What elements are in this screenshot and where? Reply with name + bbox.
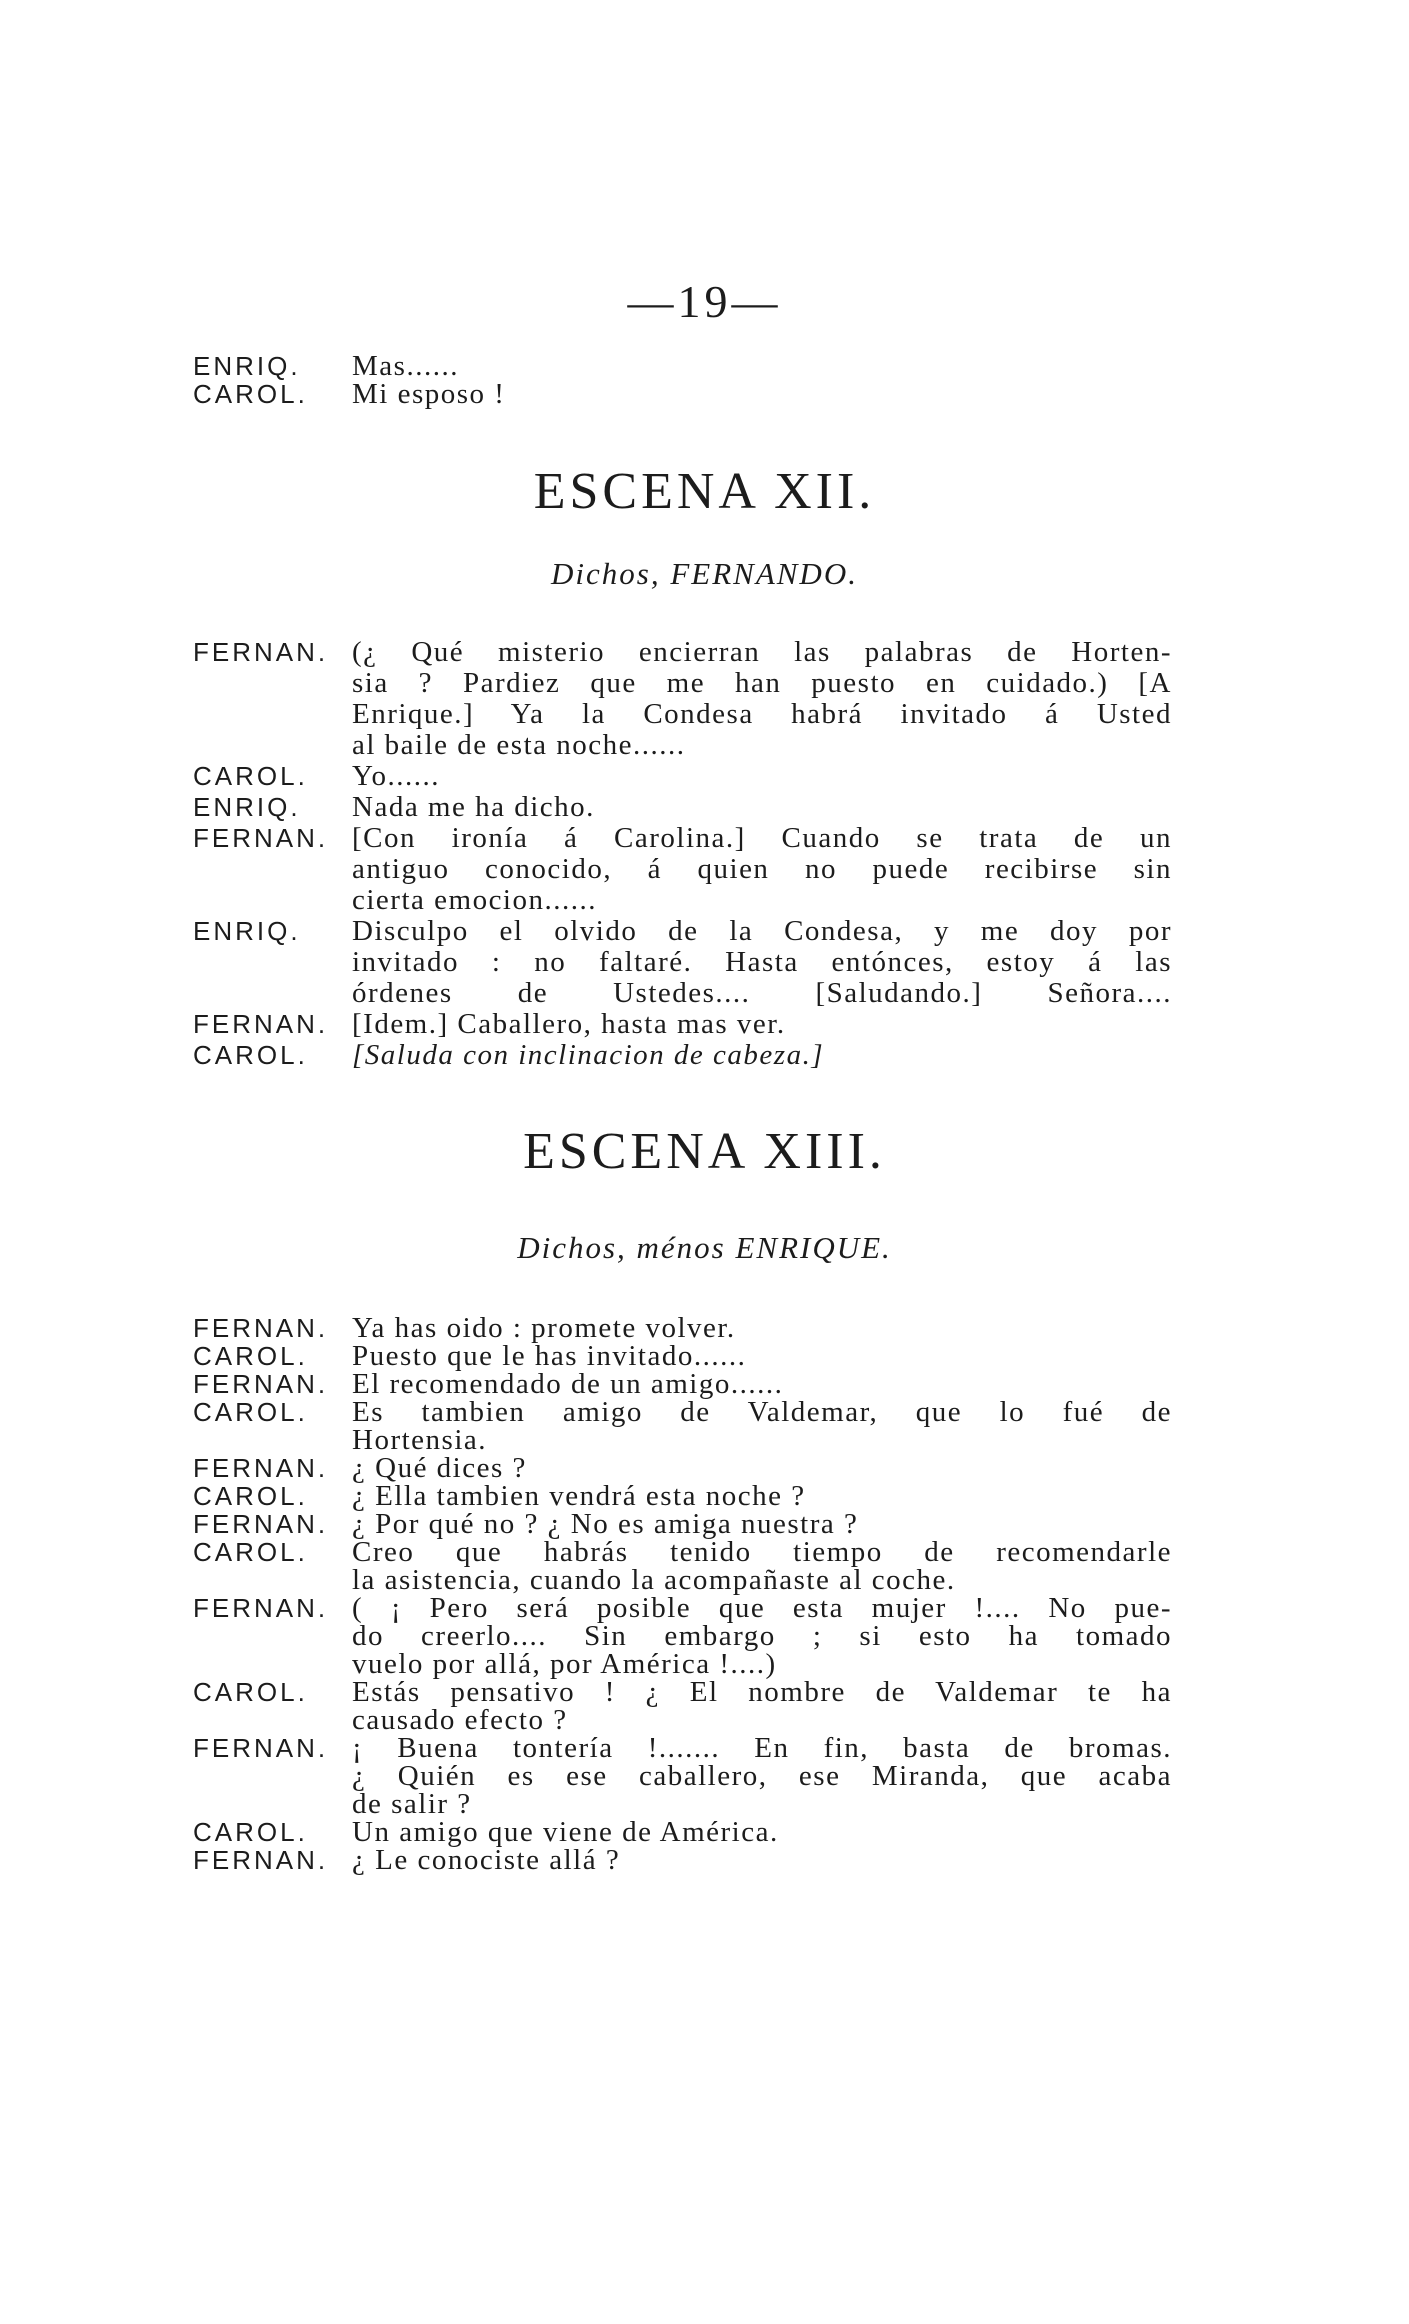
speech-line — [0, 1594, 1409, 1622]
speech-text: Puesto que le has invitado...... — [352, 1340, 747, 1372]
speaker-name: CAROL. — [193, 1397, 308, 1427]
speaker-name: CAROL. — [193, 379, 308, 409]
speech-text: al baile de esta noche...... — [352, 729, 686, 761]
speech-line — [0, 1566, 1409, 1594]
speaker-name: FERNAN. — [193, 1593, 329, 1623]
speech-line — [0, 855, 1409, 886]
speech-text: la asistencia, cuando la acompañaste al coche. — [352, 1564, 956, 1596]
speech-text: ¿ Ella tambien vendrá esta noche ? — [352, 1480, 806, 1512]
speech-text: Enrique.] Ya la Condesa habrá invitado á Usted — [352, 698, 1172, 730]
speech-line — [0, 1454, 1409, 1482]
speech-line — [0, 1342, 1409, 1370]
speech-line — [0, 1538, 1409, 1566]
speech-line — [0, 1426, 1409, 1454]
speech-text: ( ¡ Pero será posible que esta mujer !.... No pue- — [352, 1592, 1172, 1624]
speech-text: sia ? Pardiez que me han puesto en cuidado.) [A — [352, 667, 1172, 699]
speaker-name: FERNAN. — [193, 1845, 329, 1875]
speech-line — [0, 948, 1409, 979]
speech-line — [0, 731, 1409, 762]
speaker-name: ENRIQ. — [193, 351, 301, 381]
speech-text: cierta emocion...... — [352, 884, 597, 916]
speech-line — [0, 1314, 1409, 1342]
speech-line — [0, 638, 1409, 669]
speech-text: Ya has oido : promete volver. — [352, 1312, 736, 1344]
speech-line — [0, 824, 1409, 855]
speech-text: invitado : no faltaré. Hasta entónces, estoy á las — [352, 946, 1172, 978]
speaker-name: FERNAN. — [193, 823, 329, 853]
speech-line — [0, 1482, 1409, 1510]
speech-line — [0, 1041, 1409, 1072]
speech-line — [0, 917, 1409, 948]
speech-text: Creo que habrás tenido tiempo de recomendarle — [352, 1536, 1172, 1568]
speech-line — [0, 979, 1409, 1010]
speech-line — [0, 886, 1409, 917]
speech-text: El recomendado de un amigo...... — [352, 1368, 784, 1400]
speaker-name: CAROL. — [193, 1537, 308, 1567]
speaker-name: FERNAN. — [193, 1313, 329, 1343]
speech-text: Mi esposo ! — [352, 378, 506, 410]
speech-line — [0, 1622, 1409, 1650]
speech-text: ¡ Buena tontería !....... En fin, basta de bromas. — [352, 1732, 1172, 1764]
speech-text: do creerlo.... Sin embargo ; si esto ha tomado — [352, 1620, 1172, 1652]
speech-line — [0, 762, 1409, 793]
scene-title: ESCENA XIII. — [523, 1123, 886, 1180]
speaker-name: CAROL. — [193, 1481, 308, 1511]
speaker-name: FERNAN. — [193, 1009, 329, 1039]
speech-line — [0, 1678, 1409, 1706]
speech-text: [Saluda con inclinacion de cabeza.] — [352, 1039, 825, 1071]
speech-text: ¿ Por qué no ? ¿ No es amiga nuestra ? — [352, 1508, 859, 1540]
page-number: —19— — [627, 276, 782, 327]
speech-line — [0, 1398, 1409, 1426]
speaker-name: CAROL. — [193, 1817, 308, 1847]
speech-line — [0, 1762, 1409, 1790]
speech-text: [Con ironía á Carolina.] Cuando se trata de un — [352, 822, 1172, 854]
speech-text: órdenes de Ustedes.... [Saludando.] Señora.... — [352, 977, 1172, 1009]
scene-subtitle: Dichos, FERNANDO. — [551, 556, 858, 591]
speech-text: Mas...... — [352, 350, 459, 382]
speech-line — [0, 1790, 1409, 1818]
speech-text: Es tambien amigo de Valdemar, que lo fué de — [352, 1396, 1172, 1428]
speech-line — [0, 1510, 1409, 1538]
speech-line — [0, 1650, 1409, 1678]
speech-line — [0, 669, 1409, 700]
speech-text: de salir ? — [352, 1788, 472, 1820]
speech-line — [0, 1818, 1409, 1846]
speech-text: Hortensia. — [352, 1424, 487, 1456]
speech-text: causado efecto ? — [352, 1704, 568, 1736]
speech-text: Disculpo el olvido de la Condesa, y me doy por — [352, 915, 1172, 947]
speaker-name: FERNAN. — [193, 637, 329, 667]
speaker-name: CAROL. — [193, 1040, 308, 1070]
speaker-name: CAROL. — [193, 1677, 308, 1707]
speech-line — [0, 1734, 1409, 1762]
speech-text: (¿ Qué misterio encierran las palabras de Horten- — [352, 636, 1172, 668]
speech-line — [0, 700, 1409, 731]
scene-subtitle: Dichos, ménos ENRIQUE. — [517, 1230, 892, 1265]
speech-line — [0, 1370, 1409, 1398]
speaker-name: CAROL. — [193, 1341, 308, 1371]
speech-text: ¿ Quién es ese caballero, ese Miranda, que acaba — [352, 1760, 1172, 1792]
speech-text: Yo...... — [352, 760, 441, 792]
speech-text: Un amigo que viene de América. — [352, 1816, 779, 1848]
scene-title: ESCENA XII. — [533, 463, 876, 520]
speaker-name: ENRIQ. — [193, 792, 301, 822]
speech-text: Estás pensativo ! ¿ El nombre de Valdemar te ha — [352, 1676, 1172, 1708]
speech-line — [0, 793, 1409, 824]
speaker-name: FERNAN. — [193, 1453, 329, 1483]
speaker-name: CAROL. — [193, 761, 308, 791]
speech-line — [0, 1706, 1409, 1734]
speech-line — [0, 352, 1409, 380]
speech-line — [0, 1846, 1409, 1874]
speech-text: ¿ Le conociste allá ? — [352, 1844, 621, 1876]
speaker-name: FERNAN. — [193, 1369, 329, 1399]
speaker-name: FERNAN. — [193, 1509, 329, 1539]
speech-text: vuelo por allá, por América !....) — [352, 1648, 777, 1680]
speaker-name: ENRIQ. — [193, 916, 301, 946]
speech-line — [0, 1010, 1409, 1041]
speech-text: antiguo conocido, á quien no puede recibirse sin — [352, 853, 1172, 885]
speech-line — [0, 380, 1409, 408]
speech-text: ¿ Qué dices ? — [352, 1452, 527, 1484]
speech-text: Nada me ha dicho. — [352, 791, 595, 823]
speaker-name: FERNAN. — [193, 1733, 329, 1763]
speech-text: [Idem.] Caballero, hasta mas ver. — [352, 1008, 786, 1040]
